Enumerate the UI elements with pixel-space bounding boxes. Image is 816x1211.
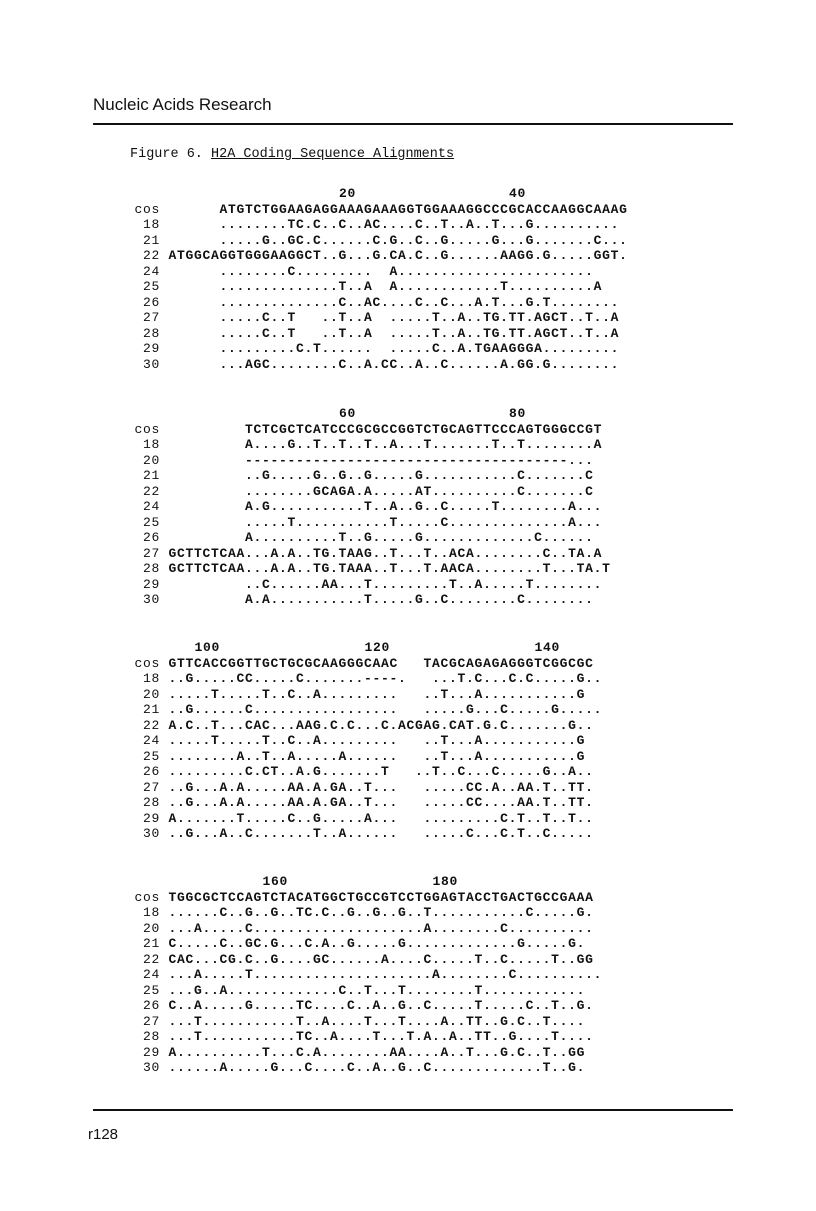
sequence-text: .........C.CT..A.G.......T ..T..C...C.....G..A.. bbox=[168, 764, 594, 779]
sequence-row bbox=[130, 248, 628, 264]
sequence-text: ..............C..AC....C..C...A.T...G.T........ bbox=[168, 294, 620, 310]
sequence-text: ..G...A.A.....AA.A.GA..T... .....CC....AA.T..TT. bbox=[168, 795, 594, 810]
sequence-text: TGGCGCTCCAGTCTACATGGCTGCCGTCCTGGAGTACCTGACTGCCGAAA bbox=[168, 889, 594, 905]
sequence-row bbox=[130, 499, 611, 515]
sequence-row bbox=[130, 1014, 602, 1030]
clone-label: 21 bbox=[142, 232, 160, 248]
sequence-text: ATGTCTGGAAGAGGAAAGAAAGGTGGAAAGGCCCGCACCAAGGCAAAG bbox=[168, 201, 628, 217]
clone-label: 29 bbox=[142, 810, 160, 826]
sequence-row bbox=[130, 890, 602, 906]
sequence-row bbox=[130, 437, 611, 453]
sequence-text: ........GCAGA.A.....AT..........C.......C bbox=[168, 483, 594, 499]
clone-label: 24 bbox=[142, 499, 160, 514]
clone-label: 24 bbox=[142, 733, 160, 748]
sequence-row bbox=[130, 453, 611, 469]
clone-label: 22 bbox=[142, 483, 160, 499]
sequence-text: .....T...........T.....C..............A... bbox=[168, 514, 603, 530]
clone-label: 29 bbox=[142, 341, 160, 356]
sequence-row bbox=[130, 826, 602, 842]
sequence-text: ..G...A.A.....AA.A.GA..T... .....CC.A..AA.T..TT. bbox=[168, 779, 594, 795]
sequence-row bbox=[130, 905, 602, 921]
sequence-row bbox=[130, 1029, 602, 1045]
sequence-text: A....G..T..T..T..A...T.......T..T........A bbox=[168, 437, 603, 452]
sequence-row bbox=[130, 592, 611, 608]
clone-label: 27 bbox=[142, 1013, 160, 1029]
sequence-text: ........A..T..A.....A...... ..T...A...........G bbox=[168, 748, 586, 764]
sequence-text: .........C.T...... .....C..A.TGAAGGGA......... bbox=[168, 341, 620, 356]
clone-label: 22 bbox=[142, 248, 160, 263]
clone-label: 25 bbox=[142, 748, 160, 764]
sequence-row bbox=[130, 310, 628, 326]
clone-label: 22 bbox=[142, 951, 160, 967]
sequence-text: ........C......... A....................... bbox=[168, 263, 594, 279]
sequence-row bbox=[130, 577, 611, 593]
sequence-text: CAC...CG.C..G....GC......A....C.....T..C.....T..GG bbox=[168, 951, 594, 967]
position-ruler: 160 180 bbox=[169, 874, 459, 889]
alignment-block-2 bbox=[130, 406, 611, 608]
sequence-row bbox=[130, 936, 602, 952]
sequence-row bbox=[130, 687, 602, 703]
sequence-text: .....T.....T..C..A......... ..T...A...........G bbox=[168, 686, 586, 702]
clone-label: 20 bbox=[142, 452, 160, 468]
clone-label: 25 bbox=[142, 514, 160, 530]
clone-label: 22 bbox=[142, 717, 160, 733]
sequence-row bbox=[130, 967, 602, 983]
clone-label: cos bbox=[134, 655, 160, 671]
sequence-row bbox=[130, 656, 602, 672]
sequence-row bbox=[130, 718, 602, 734]
clone-label: 27 bbox=[142, 310, 160, 325]
clone-label: 30 bbox=[142, 356, 160, 372]
clone-label: 27 bbox=[142, 779, 160, 795]
clone-label: 26 bbox=[142, 530, 160, 545]
sequence-row bbox=[130, 952, 602, 968]
sequence-text: .....G..GC.C......C.G..C..G.....G...G.......C... bbox=[168, 232, 628, 248]
clone-label: 25 bbox=[142, 279, 160, 294]
clone-label: 28 bbox=[142, 795, 160, 810]
sequence-text: --------------------------------------... bbox=[168, 452, 594, 468]
sequence-text: A..........T...C.A........AA....A..T...G.C..T..GG bbox=[168, 1044, 586, 1060]
sequence-text: TCTCGCTCATCCCGCGCCGGTCTGCAGTTCCCAGTGGGCCGT bbox=[168, 421, 603, 437]
sequence-text: ........TC.C..C..AC....C..T..A..T...G.......... bbox=[168, 217, 620, 232]
sequence-row bbox=[130, 264, 628, 280]
sequence-row bbox=[130, 780, 602, 796]
sequence-text: ...G..A.............C..T...T........T............ bbox=[168, 982, 586, 998]
clone-label: 27 bbox=[142, 545, 160, 561]
clone-label: 20 bbox=[142, 686, 160, 702]
clone-label: cos bbox=[134, 889, 160, 905]
sequence-text: ...A.....T.....................A........C.......... bbox=[168, 967, 603, 982]
sequence-row bbox=[130, 217, 628, 233]
sequence-row bbox=[130, 702, 602, 718]
clone-label: cos bbox=[134, 421, 160, 437]
clone-label: 30 bbox=[142, 826, 160, 841]
header-rule bbox=[93, 123, 733, 125]
sequence-row bbox=[130, 295, 628, 311]
sequence-row bbox=[130, 983, 602, 999]
sequence-text: .....C..T ..T..A .....T..A..TG.TT.AGCT..T..A bbox=[168, 325, 620, 341]
footer-rule bbox=[93, 1109, 733, 1111]
sequence-row bbox=[130, 484, 611, 500]
clone-label: 29 bbox=[142, 576, 160, 592]
clone-label: 18 bbox=[142, 437, 160, 452]
sequence-text: ...T...........T..A....T...T....A..TT..G.C..T.... bbox=[168, 1013, 586, 1029]
sequence-text: .....T.....T..C..A......... ..T...A...........G bbox=[168, 733, 586, 748]
sequence-text: ...T...........TC..A....T...T.A..A..TT..G....T.... bbox=[168, 1029, 594, 1044]
clone-label: 26 bbox=[142, 764, 160, 779]
sequence-text: ATGGCAGGTGGGAAGGCT..G...G.CA.C..G......AAGG.G.....GGT. bbox=[168, 248, 628, 263]
clone-label: 20 bbox=[142, 920, 160, 936]
clone-label: 18 bbox=[142, 671, 160, 686]
figure-title: H2A Coding Sequence Alignments bbox=[211, 147, 455, 162]
sequence-text: ..G.....CC.....C.......----. ...T.C...C.C.....G.. bbox=[168, 671, 603, 686]
sequence-row bbox=[130, 515, 611, 531]
position-ruler: 100 120 140 bbox=[169, 640, 561, 655]
clone-label: 30 bbox=[142, 592, 160, 607]
sequence-text: .....C..T ..T..A .....T..A..TG.TT.AGCT..T..A bbox=[168, 310, 620, 325]
clone-label: 21 bbox=[142, 468, 160, 483]
clone-label: 28 bbox=[142, 561, 160, 576]
sequence-row bbox=[130, 341, 628, 357]
sequence-text: C.....C..GC.G...C.A..G.....G.............G.....G. bbox=[168, 936, 586, 951]
sequence-text: ...A.....C....................A........C.......... bbox=[168, 920, 594, 936]
sequence-text: GTTCACCGGTTGCTGCGCAAGGGCAAC TACGCAGAGAGGGTCGGCGC bbox=[168, 655, 594, 671]
alignment-block-3 bbox=[130, 640, 602, 842]
position-ruler: 20 40 bbox=[169, 186, 527, 201]
sequence-text: C..A.....G.....TC....C..A..G..C.....T.....C..T..G. bbox=[168, 998, 594, 1013]
sequence-text: ..G...A..C.......T..A...... .....C...C.T..C..... bbox=[168, 826, 594, 841]
clone-label: 26 bbox=[142, 998, 160, 1013]
sequence-row bbox=[130, 530, 611, 546]
figure-caption bbox=[130, 147, 454, 162]
sequence-text: ......A.....G...C....C..A..G..C.............T..G. bbox=[168, 1060, 586, 1075]
sequence-text: GCTTCTCAA...A.A..TG.TAAG..T...T..ACA........C..TA.A bbox=[168, 545, 603, 561]
sequence-text: A.A...........T.....G..C........C........ bbox=[168, 592, 594, 607]
clone-label: 28 bbox=[142, 325, 160, 341]
sequence-text: ..G.....G..G..G.....G...........C.......C bbox=[168, 468, 594, 483]
sequence-row bbox=[130, 326, 628, 342]
sequence-text: ..C......AA...T.........T..A.....T........ bbox=[168, 576, 603, 592]
position-ruler: 60 80 bbox=[169, 406, 527, 421]
clone-label: 18 bbox=[142, 217, 160, 232]
sequence-row bbox=[130, 671, 602, 687]
figure-label: Figure 6. bbox=[130, 147, 203, 162]
page-number: r128 bbox=[88, 1126, 119, 1143]
sequence-row bbox=[130, 422, 611, 438]
sequence-text: ......C..G..G..TC.C..G..G..G..T...........C.....G. bbox=[168, 905, 594, 920]
sequence-row bbox=[130, 468, 611, 484]
clone-label: 24 bbox=[142, 263, 160, 279]
sequence-row bbox=[130, 1060, 602, 1076]
sequence-row bbox=[130, 921, 602, 937]
clone-label: 30 bbox=[142, 1060, 160, 1075]
sequence-text: ..............T..A A............T..........A bbox=[168, 279, 603, 294]
sequence-row bbox=[130, 546, 611, 562]
sequence-text: A..........T..G.....G.............C...... bbox=[168, 530, 594, 545]
sequence-row bbox=[130, 561, 611, 577]
journal-title: Nucleic Acids Research bbox=[93, 95, 272, 114]
alignment-block-4 bbox=[130, 874, 602, 1076]
clone-label: 28 bbox=[142, 1029, 160, 1044]
sequence-text: ..G......C................. .....G...C.....G..... bbox=[168, 702, 603, 717]
sequence-row bbox=[130, 202, 628, 218]
sequence-row bbox=[130, 233, 628, 249]
alignment-block-1 bbox=[130, 186, 628, 372]
clone-label: 18 bbox=[142, 905, 160, 920]
sequence-text: ...AGC........C..A.CC..A..C......A.GG.G........ bbox=[168, 356, 620, 372]
sequence-row bbox=[130, 749, 602, 765]
clone-label: 21 bbox=[142, 702, 160, 717]
sequence-row bbox=[130, 733, 602, 749]
sequence-text: GCTTCTCAA...A.A..TG.TAAA..T...T.AACA........T...TA.T bbox=[168, 561, 611, 576]
sequence-row bbox=[130, 998, 602, 1014]
sequence-row bbox=[130, 279, 628, 295]
sequence-row bbox=[130, 1045, 602, 1061]
sequence-text: A.G...........T..A..G..C.....T........A... bbox=[168, 499, 603, 514]
sequence-row bbox=[130, 811, 602, 827]
sequence-row bbox=[130, 357, 628, 373]
sequence-text: A.C..T...CAC...AAG.C.C...C.ACGAG.CAT.G.C.......G.. bbox=[168, 717, 594, 733]
clone-label: 29 bbox=[142, 1044, 160, 1060]
clone-label: 21 bbox=[142, 936, 160, 951]
clone-label: cos bbox=[134, 201, 160, 217]
clone-label: 26 bbox=[142, 294, 160, 310]
clone-label: 25 bbox=[142, 982, 160, 998]
sequence-row bbox=[130, 764, 602, 780]
sequence-text: A.......T.....C..G.....A... .........C.T..T..T.. bbox=[168, 810, 594, 826]
clone-label: 24 bbox=[142, 967, 160, 982]
sequence-row bbox=[130, 795, 602, 811]
